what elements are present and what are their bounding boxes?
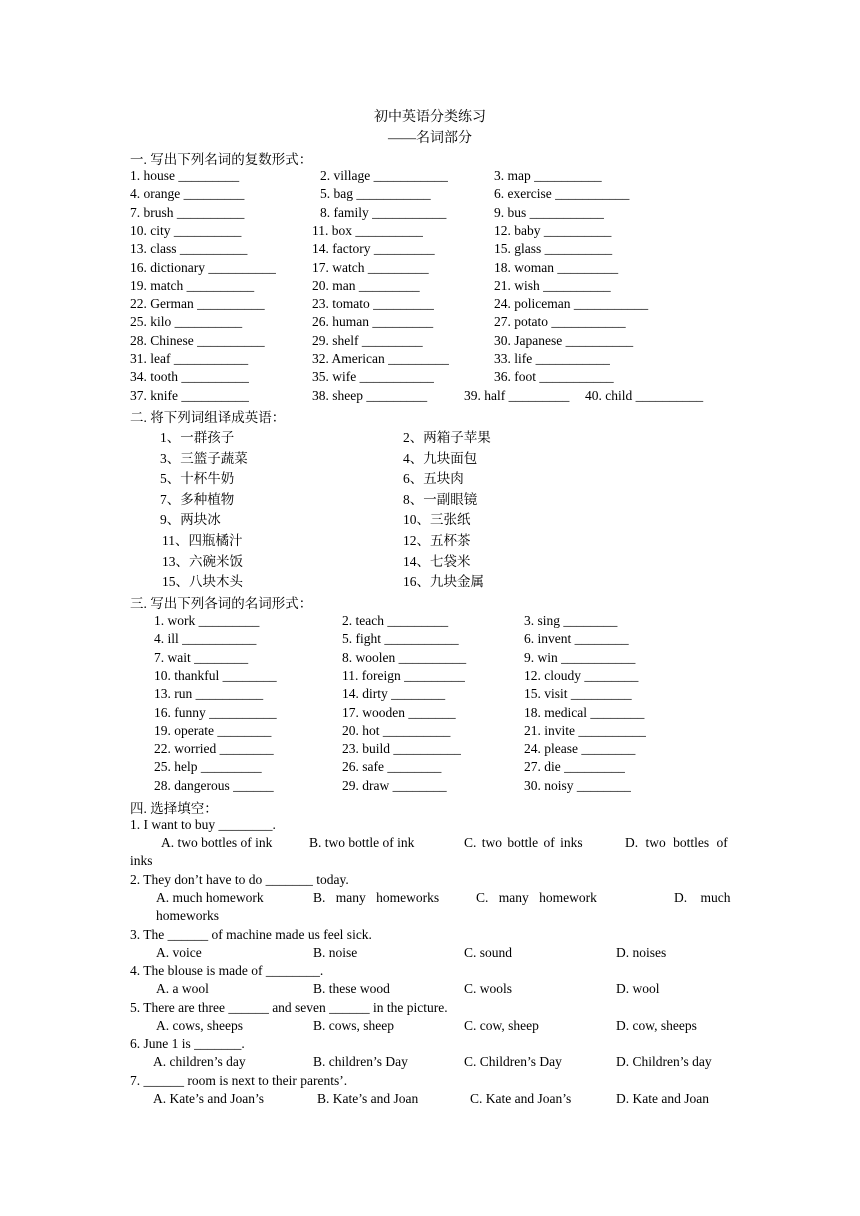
translation-item: 1、一群孩子 (160, 430, 235, 445)
plural-item: 26. human _________ (312, 314, 434, 329)
plural-item: 37. knife __________ (130, 388, 249, 403)
plural-item: 9. bus ___________ (494, 205, 604, 220)
noun-form-item: 24. please ________ (524, 741, 636, 756)
question-5-option-d: D. cow, sheeps (616, 1018, 697, 1033)
plural-item: 8. family ___________ (320, 205, 447, 220)
noun-form-item: 13. run __________ (154, 686, 264, 701)
section1-heading: 一. 写出下列名词的复数形式： (130, 152, 313, 167)
plural-item: 7. brush __________ (130, 205, 245, 220)
noun-form-item: 26. safe ________ (342, 759, 442, 774)
plural-item: 10. city __________ (130, 223, 242, 238)
noun-form-item: 23. build __________ (342, 741, 461, 756)
translation-item: 2、两箱子苹果 (403, 430, 491, 445)
plural-item: 32. American _________ (312, 351, 449, 366)
plural-item: 36. foot ___________ (494, 369, 614, 384)
plural-item: 35. wife ___________ (312, 369, 434, 384)
plural-item: 21. wish __________ (494, 278, 611, 293)
noun-form-item: 10. thankful ________ (154, 668, 277, 683)
question-1-option-b: B. two bottle of ink (309, 835, 415, 850)
plural-item: 30. Japanese __________ (494, 333, 634, 348)
question-1-option-c: C. two bottle of inks (464, 835, 583, 850)
plural-item: 6. exercise ___________ (494, 186, 630, 201)
plural-item: 29. shelf _________ (312, 333, 423, 348)
plural-item: 4. orange _________ (130, 186, 245, 201)
question-6-option-d: D. Children’s day (616, 1054, 712, 1069)
noun-form-item: 5. fight ___________ (342, 631, 459, 646)
noun-form-item: 16. funny __________ (154, 705, 277, 720)
question-5-option-c: C. cow, sheep (464, 1018, 539, 1033)
section3-heading: 三. 写出下列各词的名词形式： (130, 596, 313, 611)
translation-item: 9、两块冰 (160, 512, 221, 527)
plural-item: 12. baby __________ (494, 223, 612, 238)
noun-form-item: 2. teach _________ (342, 613, 449, 628)
question-4-option-d: D. wool (616, 981, 660, 996)
noun-form-item: 17. wooden _______ (342, 705, 456, 720)
question-1-option-a: A. two bottles of ink (161, 835, 273, 850)
translation-item: 3、三篮子蔬菜 (160, 451, 248, 466)
plural-item: 24. policeman ___________ (494, 296, 649, 311)
question-7-stem: 7. ______ room is next to their parents’. (130, 1073, 348, 1088)
question-1-option-d: D. two bottles of (625, 835, 728, 850)
question-2-option-a: A. much homework (156, 890, 264, 905)
plural-item: 16. dictionary __________ (130, 260, 276, 275)
noun-form-item: 9. win ___________ (524, 650, 636, 665)
question-7-option-a: A. Kate’s and Joan’s (153, 1091, 264, 1106)
plural-item: 33. life ___________ (494, 351, 610, 366)
page-title: 初中英语分类练习 (374, 110, 486, 125)
question-4-option-a: A. a wool (156, 981, 209, 996)
translation-item: 8、一副眼镜 (403, 492, 478, 507)
plural-item: 15. glass __________ (494, 241, 613, 256)
question-3-option-c: C. sound (464, 945, 513, 960)
plural-item: 22. German __________ (130, 296, 265, 311)
translation-item: 13、六碗米饭 (162, 554, 243, 569)
translation-item: 12、五杯茶 (403, 533, 471, 548)
plural-item: 34. tooth __________ (130, 369, 249, 384)
section2-heading: 二. 将下列词组译成英语： (130, 410, 286, 425)
page-subtitle: ——名词部分 (388, 131, 472, 146)
noun-form-item: 12. cloudy ________ (524, 668, 639, 683)
noun-form-item: 15. visit _________ (524, 686, 632, 701)
plural-item: 13. class __________ (130, 241, 248, 256)
question-2-option-d-continued: homeworks (156, 908, 219, 923)
plural-item: 17. watch _________ (312, 260, 429, 275)
noun-form-item: 11. foreign _________ (342, 668, 465, 683)
question-2-option-c: C. many homework (476, 890, 597, 905)
plural-item: 39. half _________ (464, 388, 570, 403)
noun-form-item: 20. hot __________ (342, 723, 451, 738)
plural-item: 3. map __________ (494, 168, 602, 183)
noun-form-item: 21. invite __________ (524, 723, 646, 738)
plural-item: 25. kilo __________ (130, 314, 243, 329)
translation-item: 11、四瓶橘汁 (162, 533, 243, 548)
noun-form-item: 8. woolen __________ (342, 650, 467, 665)
translation-item: 6、五块肉 (403, 471, 464, 486)
question-1-stem: 1. I want to buy ________. (130, 817, 276, 832)
translation-item: 16、九块金属 (403, 574, 484, 589)
translation-item: 15、八块木头 (162, 574, 243, 589)
question-3-option-d: D. noises (616, 945, 667, 960)
question-4-option-c: C. wools (464, 981, 513, 996)
noun-form-item: 4. ill ___________ (154, 631, 257, 646)
question-6-option-b: B. children’s Day (313, 1054, 408, 1069)
noun-form-item: 30. noisy ________ (524, 778, 631, 793)
question-2-stem: 2. They don’t have to do _______ today. (130, 872, 349, 887)
plural-item: 5. bag ___________ (320, 186, 431, 201)
question-5-option-a: A. cows, sheeps (156, 1018, 243, 1033)
question-4-option-b: B. these wood (313, 981, 390, 996)
question-7-option-b: B. Kate’s and Joan (317, 1091, 419, 1106)
plural-item: 19. match __________ (130, 278, 255, 293)
plural-item: 1. house _________ (130, 168, 240, 183)
question-4-stem: 4. The blouse is made of ________. (130, 963, 324, 978)
section4-heading: 四. 选择填空： (130, 801, 218, 816)
question-3-option-b: B. noise (313, 945, 358, 960)
question-2-option-b: B. many homeworks (313, 890, 440, 905)
plural-item: 38. sheep _________ (312, 388, 428, 403)
plural-item: 23. tomato _________ (312, 296, 434, 311)
question-6-option-a: A. children’s day (153, 1054, 246, 1069)
question-5-stem: 5. There are three ______ and seven ______ in the picture. (130, 1000, 448, 1015)
noun-form-item: 27. die _________ (524, 759, 625, 774)
plural-item: 2. village ___________ (320, 168, 448, 183)
plural-item: 20. man _________ (312, 278, 420, 293)
question-7-option-d: D. Kate and Joan (616, 1091, 709, 1106)
plural-item: 40. child __________ (585, 388, 704, 403)
question-1-option-d-continued: inks (130, 853, 153, 868)
noun-form-item: 28. dangerous ______ (154, 778, 274, 793)
noun-form-item: 18. medical ________ (524, 705, 645, 720)
question-5-option-b: B. cows, sheep (313, 1018, 394, 1033)
translation-item: 5、十杯牛奶 (160, 471, 235, 486)
translation-item: 10、三张纸 (403, 512, 471, 527)
translation-item: 14、七袋米 (403, 554, 471, 569)
noun-form-item: 14. dirty ________ (342, 686, 446, 701)
translation-item: 4、九块面包 (403, 451, 478, 466)
noun-form-item: 22. worried ________ (154, 741, 274, 756)
plural-item: 14. factory _________ (312, 241, 435, 256)
noun-form-item: 25. help _________ (154, 759, 262, 774)
plural-item: 18. woman _________ (494, 260, 619, 275)
plural-item: 27. potato ___________ (494, 314, 626, 329)
noun-form-item: 1. work _________ (154, 613, 260, 628)
plural-item: 11. box __________ (312, 223, 423, 238)
question-6-option-c: C. Children’s Day (464, 1054, 562, 1069)
noun-form-item: 3. sing ________ (524, 613, 618, 628)
question-3-stem: 3. The ______ of machine made us feel sick. (130, 927, 372, 942)
noun-form-item: 6. invent ________ (524, 631, 629, 646)
plural-item: 31. leaf ___________ (130, 351, 249, 366)
noun-form-item: 29. draw ________ (342, 778, 447, 793)
question-6-stem: 6. June 1 is _______. (130, 1036, 245, 1051)
noun-form-item: 7. wait ________ (154, 650, 249, 665)
question-3-option-a: A. voice (156, 945, 202, 960)
plural-item: 28. Chinese __________ (130, 333, 265, 348)
noun-form-item: 19. operate ________ (154, 723, 272, 738)
question-2-option-d: D. much (674, 890, 731, 905)
question-7-option-c: C. Kate and Joan’s (470, 1091, 572, 1106)
translation-item: 7、多种植物 (160, 492, 235, 507)
